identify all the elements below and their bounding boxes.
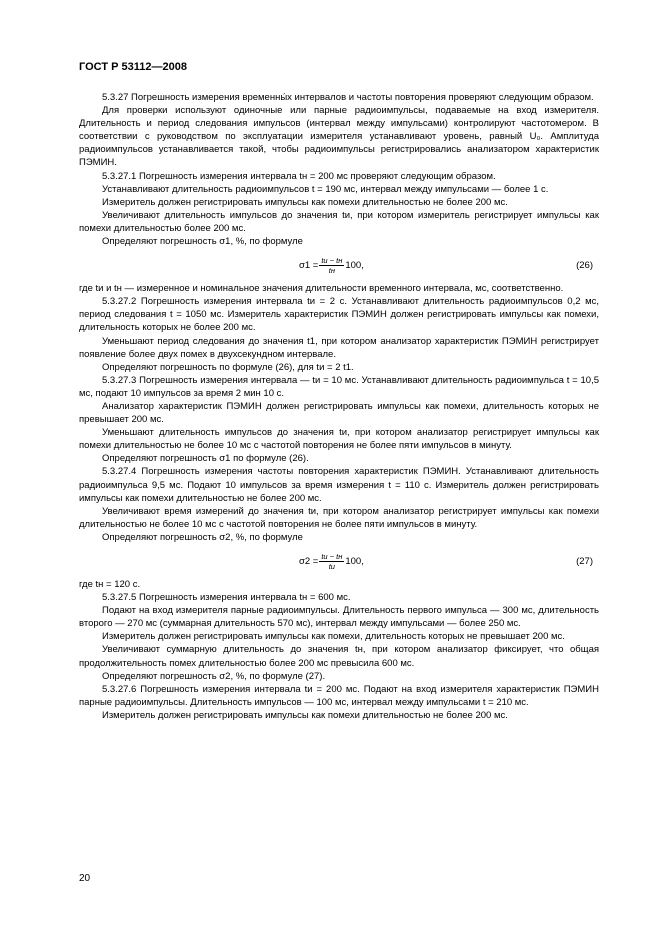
- document-body: [79, 91, 599, 722]
- document-header: ГОСТ Р 53112—2008: [79, 61, 187, 73]
- paragraph: Измеритель должен регистрировать импульсы как помехи длительностью не более 200 мс.: [102, 196, 508, 208]
- paragraph: Определяют погрешность σ2, %, по формуле: [102, 531, 303, 543]
- paragraph: 5.3.27.2 Погрешность измерения интервала tи = 2 с. Устанавливают длительность радиоимпульсов 0,2 мс, период следования t = 1050 мс. Измеритель характеристик ПЭМИН должен регистрировать импульсы как помехи, длительность которых не более 200 мс.: [79, 296, 599, 334]
- equation-number: (26): [576, 260, 593, 272]
- fraction-denominator: tи: [328, 562, 335, 571]
- paragraph: Для проверки используют одиночные или парные радиоимпульсы, подаваемые на вход измерителя. Длительность и период следования импульсов (интервал между импульсами) контролируют частотомером. В соответствии с руководством по эксплуатации измерителя устанавливают уровень, равный U₀. Амплитуда радиоимпульсов устанавливается такой, чтобы радиоимпульсы регистрировались анализатором характеристик ПЭМИН.: [79, 105, 599, 169]
- paragraph: Увеличивают суммарную длительность до значения tн, при котором анализатор фиксирует, что общая продолжительность помех длительностью более 200 мс превысила 600 мс.: [79, 644, 599, 669]
- fraction: [319, 256, 344, 275]
- paragraph: Подают на вход измерителя парные радиоимпульсы. Длительность первого импульса — 300 мс, длительность второго — 270 мс (суммарная длительность 570 мс), интервал между импульсами — более 250 мс.: [79, 605, 599, 630]
- fraction-numerator: tи − tн: [321, 552, 343, 561]
- formula-rhs: 100,: [345, 260, 364, 272]
- formula-lhs: σ2 =: [299, 555, 319, 567]
- formula-27: [79, 546, 599, 576]
- formula-lhs: σ1 =: [299, 260, 319, 272]
- paragraph: Измеритель должен регистрировать импульсы как помехи длительностью не более 200 мс.: [102, 709, 508, 721]
- fraction-denominator: tн: [328, 266, 335, 276]
- paragraph: 5.3.27 Погрешность измерения временны́х интервалов и частоты повторения проверяют следующим образом.: [102, 92, 594, 103]
- paragraph: Определяют погрешность σ2, %, по формуле (27).: [102, 670, 326, 682]
- paragraph: 5.3.27.3 Погрешность измерения интервала — tи = 10 мс. Устанавливают длительность радиоимпульса t = 10,5 мс, подают 10 импульсов за время 2 мин 10 с.: [79, 374, 599, 399]
- paragraph: 5.3.27.5 Погрешность измерения интервала tн = 600 мс.: [102, 592, 351, 604]
- fraction-numerator: tи − tн: [321, 256, 343, 266]
- paragraph: Увеличивают время измерений до значения tи, при котором анализатор регистрирует импульсы как помехи длительностью не более 10 мс с частотой повторения не более пяти импульсов в минуту.: [79, 505, 599, 530]
- fraction: [319, 552, 344, 571]
- paragraph: 5.3.27.6 Погрешность измерения интервала tи = 200 мс. Подают на вход измерителя характеристик ПЭМИН парные радиоимпульсы. Длительность импульсов — 100 мс, интервал между импульсами t = 210 мс.: [79, 683, 599, 708]
- paragraph: где tи и tн — измеренное и номинальное значения длительности временного интервала, мс, соответственно.: [79, 283, 564, 295]
- formula-rhs: 100,: [345, 555, 364, 567]
- paragraph: Определяют погрешность σ1 по формуле (26).: [102, 453, 309, 465]
- paragraph: Измеритель должен регистрировать импульсы как помехи, длительность которых не превышает 200 мс.: [102, 631, 565, 643]
- paragraph: где tн = 120 с.: [79, 579, 141, 590]
- paragraph: Уменьшают период следования до значения t1, при котором анализатор характеристик ПЭМИН регистрирует появление более двух помех в двухсекундном интервале.: [79, 335, 599, 360]
- paragraph: Устанавливают длительность радиоимпульсов t = 190 мс, интервал между импульсами — более 1 с.: [102, 183, 549, 195]
- paragraph: 5.3.27.1 Погрешность измерения интервала tн = 200 мс проверяют следующим образом.: [102, 170, 496, 182]
- paragraph: Определяют погрешность σ1, %, по формуле: [102, 236, 303, 248]
- equation-number: (27): [576, 556, 593, 567]
- paragraph: Увеличивают длительность импульсов до значения tи, при котором измеритель регистрирует импульсы как помехи длительностью более 200 мс.: [79, 209, 599, 234]
- paragraph: 5.3.27.4 Погрешность измерения частоты повторения характеристик ПЭМИН. Устанавливают длительность радиоимпульса 9,5 мс. Подают 10 импульсов за время измерения t = 110 с. Измеритель должен регистрировать импульсы как помехи длительностью не более 200 мс.: [79, 466, 599, 504]
- page-number: 20: [79, 873, 91, 884]
- paragraph: Уменьшают длительность импульсов до значения tи, при котором анализатор регистрирует импульсы как помехи длительностью не более 10 мс с частотой повторения не более пяти импульсов в минуту.: [79, 427, 599, 452]
- paragraph: Определяют погрешность по формуле (26), для tи = 2 t1.: [102, 361, 354, 373]
- paragraph: Анализатор характеристик ПЭМИН должен регистрировать импульсы как помехи, длительность которых не превышает 200 мс.: [79, 400, 599, 426]
- formula-26: [79, 250, 599, 280]
